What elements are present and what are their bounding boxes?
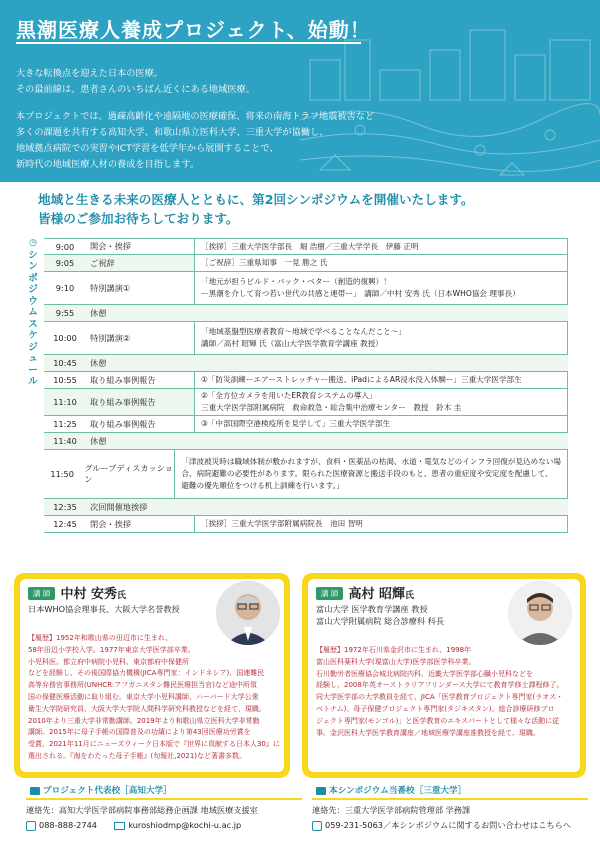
contact-note: ／本シンポジウムに関するお問い合わせはこちらへ: [383, 820, 572, 830]
schedule-row: [44, 499, 568, 516]
contact-title-text: 本シンポジウム当番校［三重大学］: [329, 786, 467, 796]
bio-line: 国の保健医療活動に取り組む。東京大学小児科講師、ハーバード大学公衆: [28, 692, 259, 701]
speaker-name: 中村 安秀: [60, 587, 118, 602]
schedule-item-label: 特別講演②: [90, 332, 131, 343]
intro-line: その最前線は、患者さんのいちばん近くにある地域医療。: [16, 84, 255, 95]
header-banner: [0, 0, 600, 182]
bio-line: 衛生大学院研究員、大阪大学大学院人間科学研究科教授などを経て、現職。: [28, 704, 266, 713]
schedule-item-label: 閉会・挨拶: [90, 518, 131, 529]
intro-line: 大きな転換点を迎えた日本の医療。: [16, 68, 163, 79]
schedule-item-label: 取り組み事例報告: [90, 374, 156, 385]
bio-line: 受賞。2021年11月にニューズウィーク日本版で『世界に貢献する日本人30』に: [28, 740, 280, 749]
schedule-item-label: 次回開催地挨拶: [90, 501, 148, 512]
phone-icon: [312, 821, 322, 831]
schedule-time: 9:55: [55, 308, 75, 318]
schedule-row: [44, 389, 568, 416]
schedule-item-label: 特別講演①: [90, 282, 131, 293]
schedule-item-label: グループディスカッション: [84, 463, 173, 484]
schedule-detail-line: ［ご祝辞］三重県知事 一見 勝之 氏: [201, 258, 328, 267]
body-line: 新時代の地域医療人材の養成を目指します。: [16, 159, 200, 170]
speaker-name: 高村 昭輝: [348, 587, 406, 602]
schedule-detail: [194, 372, 568, 388]
schedule-detail: [174, 450, 568, 498]
schedule-detail: [194, 255, 568, 271]
bio-line: 2010年より三重大学非常勤講師。2019年より和歌山県立医科大学非常勤: [28, 716, 260, 725]
speaker-card-1: [14, 573, 290, 778]
bio-line: 事。金沢医科大学医学教育講座／地域医療学講座准教授を経て、現職。: [316, 728, 540, 737]
contact-tel[interactable]: 059-231-5063: [325, 820, 384, 830]
schedule-detail-line: ［挨拶］三重大学医学部長 堀 浩樹／三重大学学長 伊藤 正明: [201, 241, 419, 251]
page-title: 黒潮医療人養成プロジェクト、始動！: [16, 18, 371, 42]
contact-mail[interactable]: kuroshiodmp@kochi-u.ac.jp: [128, 820, 242, 830]
schedule-label-text: シ ン ポ ジ ウ ム ス ケ ジ ュ ー ル: [28, 249, 38, 387]
speaker-heading: [28, 583, 126, 602]
bio-line: 58年田辺小学校入学。1977年東京大学医学部卒業。: [28, 645, 195, 654]
schedule-row: [44, 355, 568, 372]
bio-line: ベトナム)、母子保健プロジェクト専門家(タジキスタン)、総合診療研修プロ: [316, 704, 555, 713]
contact-methods: [312, 818, 588, 833]
schedule-item-label: 取り組み事例報告: [90, 396, 156, 407]
clock-icon: ◷: [29, 238, 37, 248]
speaker-card-2: [302, 573, 586, 778]
schedule-time: 9:10: [55, 283, 75, 293]
schedule-row: [44, 516, 568, 533]
schedule-item-label: ご祝辞: [90, 257, 115, 268]
phone-icon: [26, 821, 36, 831]
schedule-item-label: 取り組み事例報告: [90, 418, 156, 429]
schedule-time: 10:55: [53, 375, 77, 385]
speaker-affiliation: [316, 603, 444, 627]
schedule-time: 10:45: [53, 358, 77, 368]
bio-line: 石川勤労者医療協会城北病院内科、近畿大学医学部心臓小児科などを: [316, 669, 533, 678]
schedule-detail-line: 「地元が担うビルド・バック・ベター（創造的復興）！: [201, 277, 391, 286]
contact-tel[interactable]: 088-888-2744: [39, 820, 98, 830]
speaker-suffix: 氏: [117, 591, 127, 601]
schedule-detail-line: 三重大学医学部附属病院 救命救急・総合集中治療センター 教授 鈴木 圭: [201, 403, 462, 412]
schedule-detail-line: 「地域基盤型医療者教育〜地域で学べることなんだこと〜」: [201, 327, 407, 336]
schedule-detail: [194, 516, 568, 532]
bio-line: 小児科医。都立府中病院小児科、東京都府中保健所: [28, 657, 189, 666]
schedule-row: [44, 372, 568, 389]
speaker-bio: [28, 633, 280, 763]
contact-methods: [26, 818, 302, 833]
bio-line: などを経験し、その後国際協力機構(JICA専門家：インドネシア)、国連難民: [28, 669, 265, 678]
schedule-row: [44, 433, 568, 450]
schedule-detail-line: ー黒潮を介して育つ若い世代の共感と連帯ー」 講師／中村 安秀 氏（日本WHO協会 理事長）: [201, 289, 520, 298]
schedule-detail-line: 避難の優先順位をつける机上訓練を行います。」: [181, 481, 344, 490]
bio-line: ジェクト専門家(モンゴル)」と医学教育のエキスパートとして様々な活動に従: [316, 716, 560, 725]
contact-title: [312, 782, 588, 800]
bio-line: 同大学医学部の大学教員を経て、JICA「医学教育プロジェクト専門家(ラオス・: [316, 693, 564, 702]
schedule-time: 11:50: [50, 469, 74, 479]
schedule-row: [44, 450, 568, 499]
schedule-row: [44, 238, 568, 255]
schedule-time: 10:00: [53, 333, 77, 343]
bio-line: 選出される。『海をわたった母子手帳』(旬報社,2021)など著書多数。: [28, 751, 247, 760]
schedule-time: 11:10: [53, 397, 77, 407]
schedule-table: [44, 238, 568, 533]
affiliation-line: 富山大学 医学教育学講座 教授: [316, 604, 428, 614]
schedule-detail: [194, 416, 568, 432]
bio-line: 経験し、2008年英オーストラリアフリンダース大学にて教育学修士課程修了。: [316, 681, 564, 690]
schedule-item-label: 休憩: [90, 435, 107, 446]
building-icon: [30, 787, 40, 795]
role-badge: 講 師: [316, 587, 343, 600]
schedule-time: 12:35: [53, 502, 77, 512]
body-line: 多くの課題を共有する高知大学、和歌山県立医科大学、三重大学が協働し、: [16, 127, 329, 138]
schedule-time: 11:40: [53, 436, 77, 446]
building-icon: [316, 787, 326, 795]
body-line: 地域拠点病院での実習やICT学習を低学年から展開することで、: [16, 143, 279, 154]
schedule-time: 9:00: [55, 241, 75, 252]
bio-line: 【履歴】1952年和歌山県の田辺市に生まれ、: [28, 634, 173, 642]
contact-block-2: [312, 782, 588, 833]
speaker-affiliation: [28, 603, 180, 615]
contact-title-text: プロジェクト代表校［高知大学］: [43, 786, 172, 796]
mail-icon: [114, 822, 125, 830]
schedule-detail-line: ③「中部国際空港検疫所を見学して」三重大学医学部生: [201, 419, 391, 428]
schedule-detail-line: 合、病院避難の必要性があります。限られた医療資源と搬送手段のもと、患者の重症度や安定度を配慮して、: [181, 469, 553, 478]
speaker-suffix: 氏: [405, 591, 415, 601]
speaker-heading: [316, 583, 414, 602]
schedule-detail-line: ②「全方位カメラを用いたER教育システムの導入」: [201, 391, 377, 400]
schedule-vertical-label: [26, 238, 40, 388]
title-underline: [16, 42, 361, 44]
affiliation-line: 日本WHO協会理事長、大阪大学名誉教授: [28, 604, 180, 614]
schedule-detail-line: 「津波被災時は職域体制が敷かれますが、食料・医薬品の枯渇、水道・電気などのインフラ回復が見込めない場: [181, 457, 561, 466]
schedule-detail-line: ［挨拶］三重大学医学部附属病院長 池田 智明: [201, 519, 363, 528]
announcement: [38, 190, 474, 228]
contact-address: 連絡先：高知大学医学部病院事務部総務企画課 地域医療支援室: [26, 805, 258, 815]
speaker-photo: [508, 581, 572, 645]
bio-line: 講師。2015年に母子手帳の国際普及の功績により第43回医療功労賞を: [28, 728, 251, 737]
schedule-detail-line: ①「防災訓練ーエアーストレッチャー搬送、iPadによるAR浸水没入体験ー」三重大学医学部生: [201, 375, 522, 384]
announcement-line: 地域と生きる未来の医療人とともに、第2回シンポジウムを開催いたします。: [38, 192, 474, 207]
schedule-row: [44, 305, 568, 322]
schedule-detail: [194, 239, 568, 254]
affiliation-line: 富山大学附属病院 総合診療科 科長: [316, 616, 445, 626]
schedule-time: 12:45: [53, 519, 77, 529]
schedule-detail: [194, 272, 568, 304]
schedule-item-label: 休憩: [90, 307, 107, 318]
bio-line: 富山医科薬科大学(現富山大学)医学部医学科卒業。: [316, 657, 476, 666]
schedule-item-label: 開会・挨拶: [90, 241, 131, 251]
schedule-detail: [194, 389, 568, 415]
contact-address: 連絡先：三重大学医学部病院管理部 学務課: [312, 805, 471, 815]
schedule-time: 9:05: [55, 258, 75, 268]
schedule-row: [44, 272, 568, 305]
body-line: 本プロジェクトでは、過疎高齢化や遠隔地の医療確保、将来の南海トラフ地震被害など: [16, 111, 375, 122]
announcement-line: 皆様のご参加お待ちしております。: [38, 211, 239, 226]
bio-line: 高等弁務官事務所(UNHCR:アフガニスタン難民医療担当官)など途中所領: [28, 681, 257, 690]
schedule-detail: [194, 322, 568, 354]
contact-title: [26, 782, 302, 800]
schedule-detail-line: 講師／高村 昭輝 氏（富山大学医学教育学講座 教授）: [201, 339, 383, 348]
schedule-row: [44, 416, 568, 433]
schedule-row: [44, 255, 568, 272]
contact-block-1: [26, 782, 302, 833]
role-badge: 講 師: [28, 587, 55, 600]
schedule-row: [44, 322, 568, 355]
schedule-time: 11:25: [53, 419, 77, 429]
bio-line: 【履歴】1972年石川県金沢市に生まれ、1998年: [316, 646, 472, 654]
speaker-bio: [316, 645, 578, 739]
schedule-item-label: 休憩: [90, 357, 107, 368]
